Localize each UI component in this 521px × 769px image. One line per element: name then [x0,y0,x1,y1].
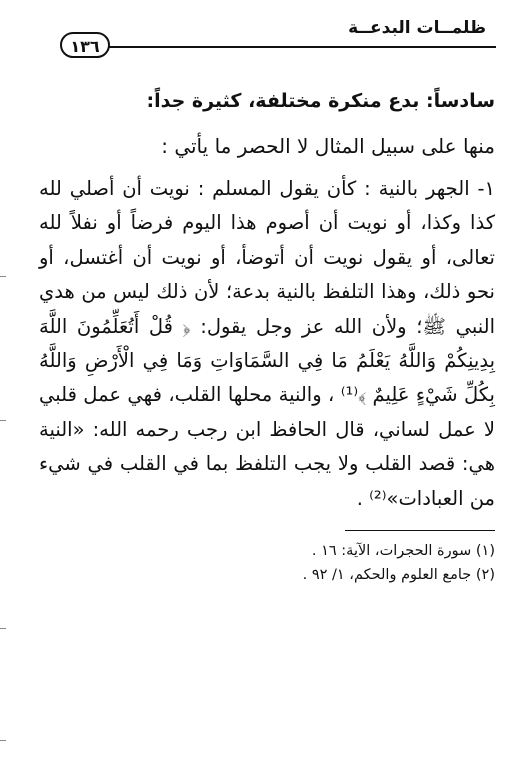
footnote-separator [345,530,495,531]
page-header [60,14,496,54]
body-paragraph: ١- الجهر بالنية : كأن يقول المسلم : نويت أن أصلي لله كذا وكذا، أو نويت أن أصوم هذا اليوم فرضاً أو نفلاً لله تعالى، أو يقول نويت أن أتوضأ، أو نويت أن أغتسل، أو نحو ذلك، وهذا التلفظ بالنية بدعة؛ لأن ذلك ليس من هدي النبي ﷺ؛ ولأن الله عز وجل يقول: ﴿ قُلْ أَتُعَلِّمُونَ اللَّهَ بِدِينِكُمْ وَاللَّهُ يَعْلَمُ مَا فِي السَّمَاوَاتِ وَمَا فِي الْأَرْضِ وَاللَّهُ بِكُلِّ شَيْءٍ عَلِيمٌ ﴾⁽¹⁾ ، والنية محلها القلب، فهي عمل قلبي لا عمل لساني، قال الحافظ ابن رجب رحمه الله: «النية هي: قصد القلب ولا يجب التلفظ بما في القلب في شيء من العبادات»⁽²⁾ . [39,177,495,510]
page-number: ١٣٦ [60,32,110,58]
footnote-2: (٢) جامع العلوم والحكم، ١/ ٩٢ . [302,567,495,584]
margin-mark [0,420,6,421]
header-rule [108,46,496,48]
margin-mark [0,276,6,277]
footnote-1: (١) سورة الحجرات، الآية: ١٦ . [311,543,495,560]
margin-mark [0,740,6,741]
intro-line: منها على سبيل المثال لا الحصر ما يأتي : [161,134,495,158]
page-content [39,86,495,587]
margin-mark [0,628,6,629]
section-heading: سادساً: بدع منكرة مختلفة، كثيرة جداً: [146,90,495,112]
running-title: ظلمــات البدعــة [348,18,486,38]
